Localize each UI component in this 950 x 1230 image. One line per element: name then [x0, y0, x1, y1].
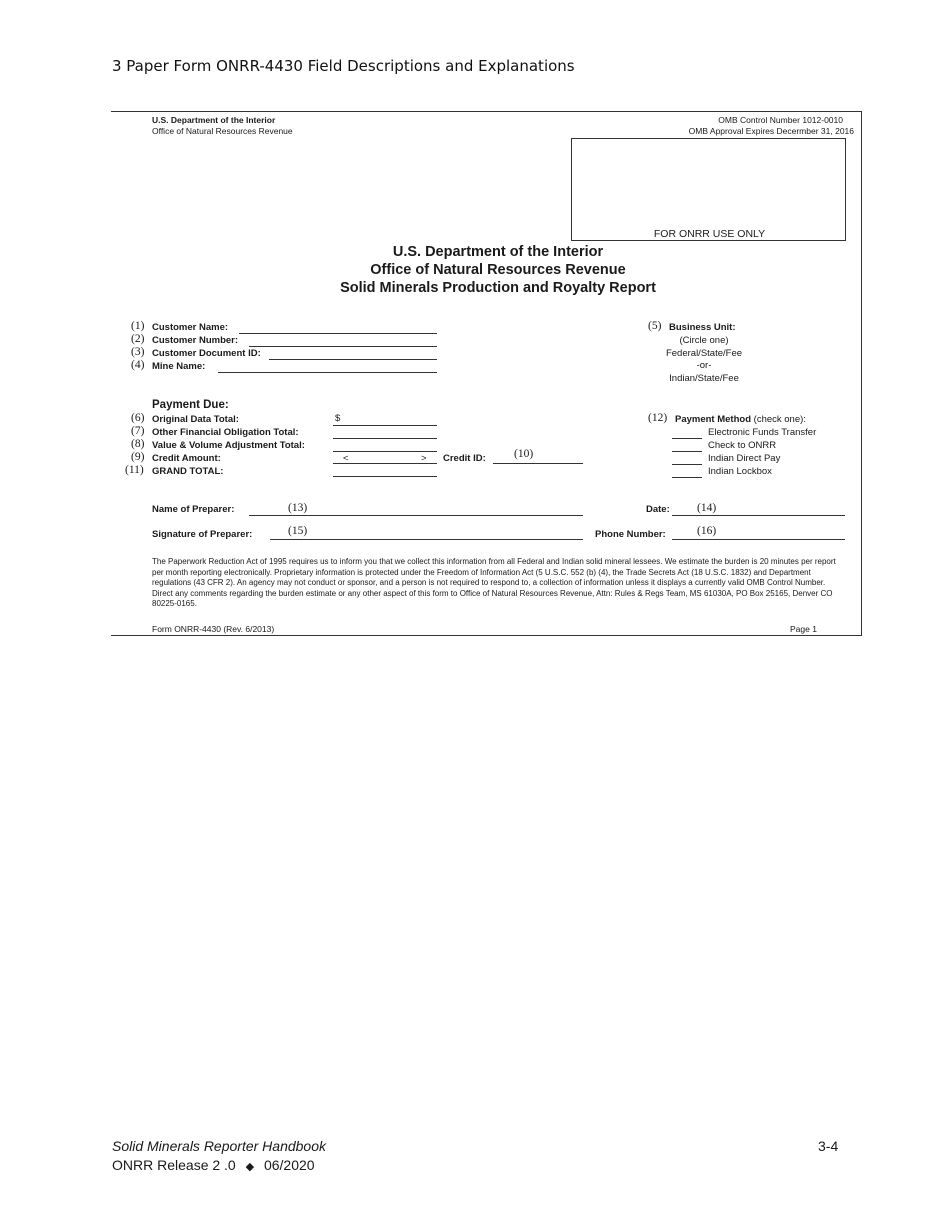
credit-close-bracket: > — [421, 453, 427, 464]
onrr-use-only-box — [571, 138, 846, 241]
customer-number-input[interactable] — [249, 346, 437, 347]
grand-total-input[interactable] — [333, 476, 437, 477]
payment-method-check-lockbox[interactable] — [672, 477, 702, 478]
form-title-3: Solid Minerals Production and Royalty Report — [340, 280, 656, 296]
original-data-total-input[interactable] — [333, 425, 437, 426]
field-number-13: (13) — [288, 502, 308, 514]
credit-id-input[interactable] — [493, 463, 583, 464]
name-of-preparer-input[interactable] — [249, 515, 583, 516]
field-number-12: (12) — [648, 412, 668, 424]
customer-document-id-label: Customer Document ID: — [152, 348, 261, 359]
business-unit-or: -or- — [696, 360, 712, 371]
customer-name-label: Customer Name: — [152, 322, 229, 333]
value-volume-adjustment-label: Value & Volume Adjustment Total: — [152, 440, 305, 451]
payment-option-check: Check to ONRR — [708, 440, 777, 451]
business-unit-label: Business Unit: — [669, 322, 736, 333]
form-title-2: Office of Natural Resources Revenue — [370, 262, 626, 278]
page-number: 3-4 — [818, 1138, 839, 1154]
payment-option-eft: Electronic Funds Transfer — [708, 427, 817, 438]
paperwork-reduction-notice: The Paperwork Reduction Act of 1995 requires us to inform you that we collect this information from all Federal and Indian solid mineral lessees. We estimate the burden is 20 minutes per report per month reporting electronically. Proprietary information is protected under the Freedom of Information Act (5 U.S.C. 552 (b) (4), the Trade Secrets Act (18 U.S.C. 1832) and Department regulations (43 CFR 2). An agency may not conduct or sponsor, and a person is not required to respond to, a collection of information unless it displays a currently valid OMB Control Number. Direct any comments regarding the burden estimate or any other aspect of this form to Office of Natural Resources Revenue, Attn: Rules & Regs Team, MS 61030A, PO Box 25165, Denver CO 80225-0165. — [152, 557, 836, 608]
field-number-10: (10) — [514, 448, 534, 460]
date-input[interactable] — [672, 515, 845, 516]
customer-number-label: Customer Number: — [152, 335, 239, 346]
handbook-title: Solid Minerals Reporter Handbook — [112, 1138, 326, 1154]
payment-method-hint: (check one): — [753, 414, 806, 425]
business-unit-option-indian[interactable]: Indian/State/Fee — [669, 373, 739, 384]
credit-open-bracket: < — [343, 453, 349, 464]
signature-of-preparer-label: Signature of Preparer: — [152, 529, 253, 540]
field-number-9: (9) — [131, 451, 145, 463]
form-title-1: U.S. Department of the Interior — [392, 244, 604, 260]
use-only-label: FOR ONRR USE ONLY — [653, 228, 766, 240]
original-data-total-label: Original Data Total: — [152, 414, 239, 425]
credit-amount-label: Credit Amount: — [152, 453, 221, 464]
field-number-1: (1) — [131, 320, 145, 332]
field-number-15: (15) — [288, 525, 308, 537]
field-number-7: (7) — [131, 425, 145, 437]
customer-document-id-input[interactable] — [269, 359, 437, 360]
signature-of-preparer-input[interactable] — [270, 539, 583, 540]
business-unit-option-federal[interactable]: Federal/State/Fee — [665, 348, 743, 359]
field-number-8: (8) — [131, 438, 145, 450]
name-of-preparer-label: Name of Preparer: — [152, 504, 235, 515]
omb-expiration: OMB Approval Expires Decermber 31, 2016 — [688, 126, 854, 136]
business-unit-hint: (Circle one) — [679, 335, 729, 346]
payment-method-check-onrr[interactable] — [672, 451, 702, 452]
diamond-icon: ◆ — [245, 1161, 255, 1173]
release-info — [112, 1157, 315, 1173]
field-number-11: (11) — [125, 464, 144, 476]
phone-number-label: Phone Number: — [595, 529, 666, 540]
credit-id-label: Credit ID: — [443, 453, 486, 464]
credit-amount-input[interactable] — [333, 463, 437, 464]
field-number-5: (5) — [648, 320, 662, 332]
payment-option-lockbox: Indian Lockbox — [708, 466, 772, 477]
customer-name-input[interactable] — [239, 333, 437, 334]
currency-symbol: $ — [335, 413, 341, 424]
grand-total-label: GRAND TOTAL: — [152, 466, 224, 477]
value-volume-adjustment-input[interactable] — [333, 451, 437, 452]
payment-method-label: Payment Method — [675, 414, 752, 425]
field-number-14: (14) — [697, 502, 717, 514]
mine-name-label: Mine Name: — [152, 361, 206, 372]
payment-option-direct: Indian Direct Pay — [708, 453, 781, 464]
date-label: Date: — [646, 504, 670, 515]
field-number-2: (2) — [131, 333, 145, 345]
payment-method-check-direct[interactable] — [672, 464, 702, 465]
release-date: 06/2020 — [263, 1157, 315, 1173]
payment-method-check-eft[interactable] — [672, 438, 702, 439]
other-financial-obligation-label: Other Financial Obligation Total: — [152, 427, 299, 438]
agency-line-2: Office of Natural Resources Revenue — [152, 126, 293, 136]
other-financial-obligation-input[interactable] — [333, 438, 437, 439]
payment-due-heading: Payment Due: — [152, 399, 229, 411]
release-label: ONRR Release 2 .0 — [112, 1157, 236, 1173]
agency-line-1: U.S. Department of the Interior — [152, 115, 276, 125]
phone-number-input[interactable] — [672, 539, 845, 540]
form-page-label: Page 1 — [790, 624, 817, 634]
field-number-3: (3) — [131, 346, 145, 358]
omb-control-number: OMB Control Number 1012-0010 — [718, 115, 843, 125]
section-heading: 3 Paper Form ONRR-4430 Field Descriptions and Explanations — [112, 57, 575, 75]
field-number-6: (6) — [131, 412, 145, 424]
form-id: Form ONRR-4430 (Rev. 6/2013) — [152, 624, 275, 634]
field-number-4: (4) — [131, 359, 145, 371]
payment-method-title — [675, 414, 806, 425]
field-number-16: (16) — [697, 525, 717, 537]
mine-name-input[interactable] — [218, 372, 437, 373]
